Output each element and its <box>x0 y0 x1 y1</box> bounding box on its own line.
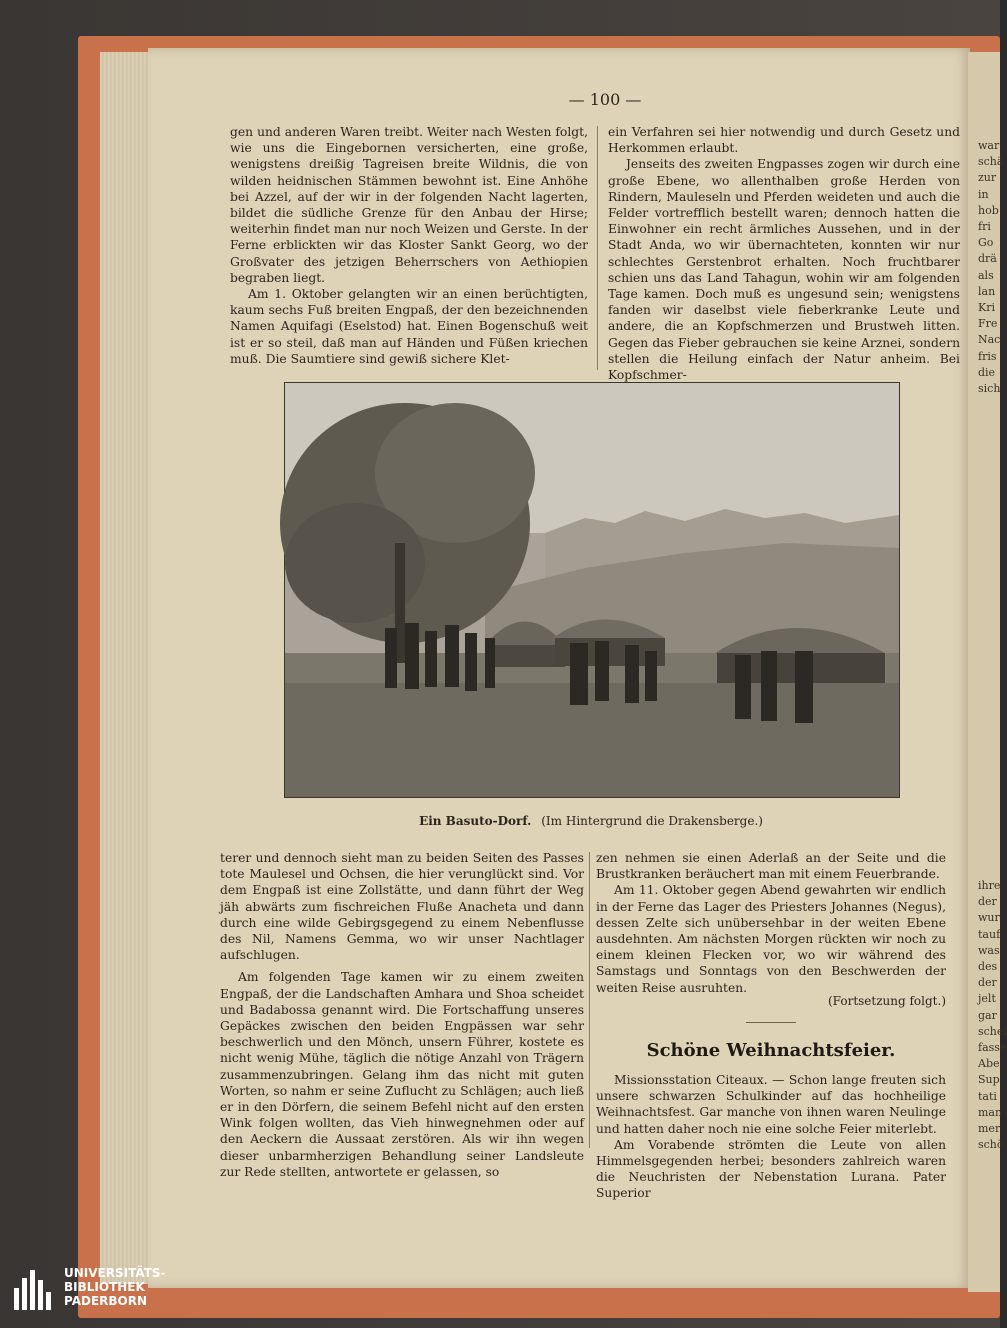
next-page-fragment: fris <box>978 349 997 363</box>
next-page-fragment: in <box>978 187 989 201</box>
column-right-top <box>608 124 960 383</box>
paragraph: Am Vorabende strömten die Leute von allen Himmelsgegenden herbei; besonders zahlreich waren die Neuchristen der Nebenstation Lurana. Pater Superior <box>596 1137 946 1201</box>
next-page-fragment: als <box>978 268 994 282</box>
next-page-fragment: des <box>978 960 998 973</box>
paragraph: Am 1. Oktober gelangten wir an einen berüchtigten, kaum sechs Fuß breiten Engpaß, der den bezeichnenden Namen Aquifagi (Eselstod) hat. Einen Bogenschuß weit ist er so steil, daß man auf Händen und Füßen kriechen muß. Die Saumtiere sind gewiß sichere Klet- <box>230 287 588 366</box>
next-page-fragment: tauf <box>978 927 1001 941</box>
paragraph: ein Verfahren sei hier notwendig und durch Gesetz und Herkommen erlaubt. <box>608 125 960 156</box>
column-right-bottom <box>596 850 946 996</box>
paragraph: terer und dennoch sieht man zu beiden Seiten des Passes tote Maulesel und Ochsen, die hier verunglückt sind. Vor dem Engpaß ist eine Zollstätte, und dann führt der Weg jäh abwärts zum fischreichen Fluße Anacheta und dann durch eine wilde Gebirgsgegend zu einem Nebenflusse des Nil, Namens Gemma, wo wir unser Nachtlager aufschlugen. <box>220 851 584 963</box>
article-body <box>596 1072 946 1202</box>
next-page-fragment: schei <box>978 1024 1007 1038</box>
next-page-fragment: wur <box>978 911 1000 925</box>
section-divider <box>746 1022 796 1023</box>
next-page-fragment: der <box>978 976 997 990</box>
next-page-fragment: Kri <box>978 301 995 314</box>
next-page-edge <box>968 52 1007 1292</box>
next-page-fragment: schö <box>978 1138 1004 1152</box>
next-page-fragment: man <box>978 1105 1003 1119</box>
library-name: UNIVERSITÄTS- BIBLIOTHEK PADERBORN <box>64 1266 166 1308</box>
next-page-fragment: fasse <box>978 1041 1007 1054</box>
paragraph: Jenseits des zweiten Engpasses zogen wir durch eine große Ebene, wo allenthalben große Herden von Rindern, Mauleseln und Pferden weideten und auch die Felder vortrefflich bestellt waren; dennoch hatten die Einwohner ein recht ärmliches Aussehen, und in der Stadt Anda, wo wir übernachteten, konnten wir nur schlechtes Gerstenbrot erhalten. Noch fruchtbarer schien uns das Land Tahagun, wohin wir am folgenden Tage kamen. Doch muß es ungesund sein; wenigstens fanden wir daselbst viele fieberkranke Leute und andere, die an Kopfschmerzen und Brustweh litten. Gegen das Fieber gebrauchen sie keine Arznei, sondern stellen die Heilung einfach der Natur anheim. Bei Kopfschmer- <box>608 157 960 383</box>
next-page-fragment: hob <box>978 203 999 217</box>
column-divider <box>589 852 590 1148</box>
logo-bars-icon <box>14 1270 54 1310</box>
caption-title: Ein Basuto-Dorf. <box>419 814 532 828</box>
next-page-fragment: lan <box>978 284 996 298</box>
column-divider <box>597 126 598 370</box>
paragraph: gen und anderen Waren treibt. Weiter nach Westen folgt, wie uns die Eingebornen versicherten, eine große, wenigstens dreißig Tagreisen breite Wildnis, die von wilden heidnischen Stämmen bewohnt ist. Eine Anhöhe bei Azzel, auf der wir in der folgenden Nacht lagerten, bildet die südliche Grenze für den Anbau der Hirse; weiterhin findet man nur noch Weizen und Gerste. In der Ferne erblickten wir das Kloster Sankt Georg, wo der Großvater des jetzigen Beherrschers von Aethiopien begraben liegt. <box>230 125 588 285</box>
paragraph: Missionsstation Citeaux. — Schon lange freuten sich unsere schwarzen Schulkinder auf das hochheilige Weihnachtsfest. Gar manche von ihnen waren Neulinge und hatten daher noch nie eine solche Feier miterlebt. <box>596 1073 946 1136</box>
next-page-fragment: was <box>978 943 1000 957</box>
next-page-fragment: drä <box>978 252 997 266</box>
next-page-fragment: Fre <box>978 317 998 331</box>
next-page-fragment: tati <box>978 1089 997 1103</box>
next-page-fragment: Sup <box>978 1073 1000 1087</box>
column-left-bottom <box>220 850 584 1180</box>
next-page-fragment: gar <box>978 1008 997 1022</box>
next-page-fragment: fri <box>978 220 991 233</box>
continuation-note: (Fortsetzung folgt.) <box>828 994 946 1008</box>
next-page-fragment: der <box>978 895 997 909</box>
next-page-fragment: war <box>978 139 1000 152</box>
paragraph: Am 11. Oktober gegen Abend gewahrten wir endlich in der Ferne das Lager des Priesters Johannes (Negus), dessen Zelte sich unübersehbar in der weiten Ebene ausdehnten. Am nächsten Morgen rückten wir noch zu einem kleinen Flecken vor, wo wir während des Samstags und Sonntags von den Beschwerden der weiten Reise ausruhten. <box>596 883 946 995</box>
next-page-fragment: schä <box>978 155 1004 169</box>
paragraph: zen nehmen sie einen Aderlaß an der Seite und die Brustkranken beräuchert man mit einem Feuerbrande. <box>596 851 946 882</box>
next-page-fragment: ihre <box>978 879 1001 892</box>
next-page-fragment: Go <box>978 236 994 250</box>
caption-text: (Im Hintergrund die Drakensberge.) <box>541 814 763 828</box>
next-page-fragment: die <box>978 365 996 379</box>
next-page-fragment: Nac <box>978 333 1001 347</box>
library-logo <box>6 1264 206 1320</box>
next-page-fragment: Abe <box>978 1057 1000 1071</box>
next-page-fragment: sich <box>978 382 1001 395</box>
article-title: Schöne Weihnachtsfeier. <box>646 1040 896 1061</box>
next-page-fragment: zur <box>978 171 997 185</box>
column-left-top <box>230 124 588 367</box>
figure-caption <box>284 814 898 828</box>
next-page-fragment: mer <box>978 1122 1001 1135</box>
next-page-fragment: jelt <box>978 992 996 1006</box>
paragraph: Am folgenden Tage kamen wir zu einem zweiten Engpaß, der die Landschaften Amhara und Shoa scheidet und Badabossa genannt wird. Die Fortschaffung unseres Gepäckes zwischen den beiden Engpässen war sehr beschwerlich und den Mönch, unsern Führer, kostete es nicht wenig Mühe, täglich die nötige Anzahl von Trägern zusammenzubringen. Gelang ihm das nicht mit guten Worten, so nahm er seine Zuflucht zu Schlägen; auch ließ er in den Dörfern, die seinem Befehl nicht auf den ersten Wink folgen wollten, das Vieh hinwegnehmen oder auf den Aeckern die Aussaat zerstören. Als wir ihn wegen dieser unbarmherzigen Behandlung seiner Landsleute zur Rede stellten, antwortete er gelassen, so <box>220 970 584 1179</box>
village-photograph <box>284 382 900 798</box>
page-number: — 100 — <box>568 90 642 109</box>
